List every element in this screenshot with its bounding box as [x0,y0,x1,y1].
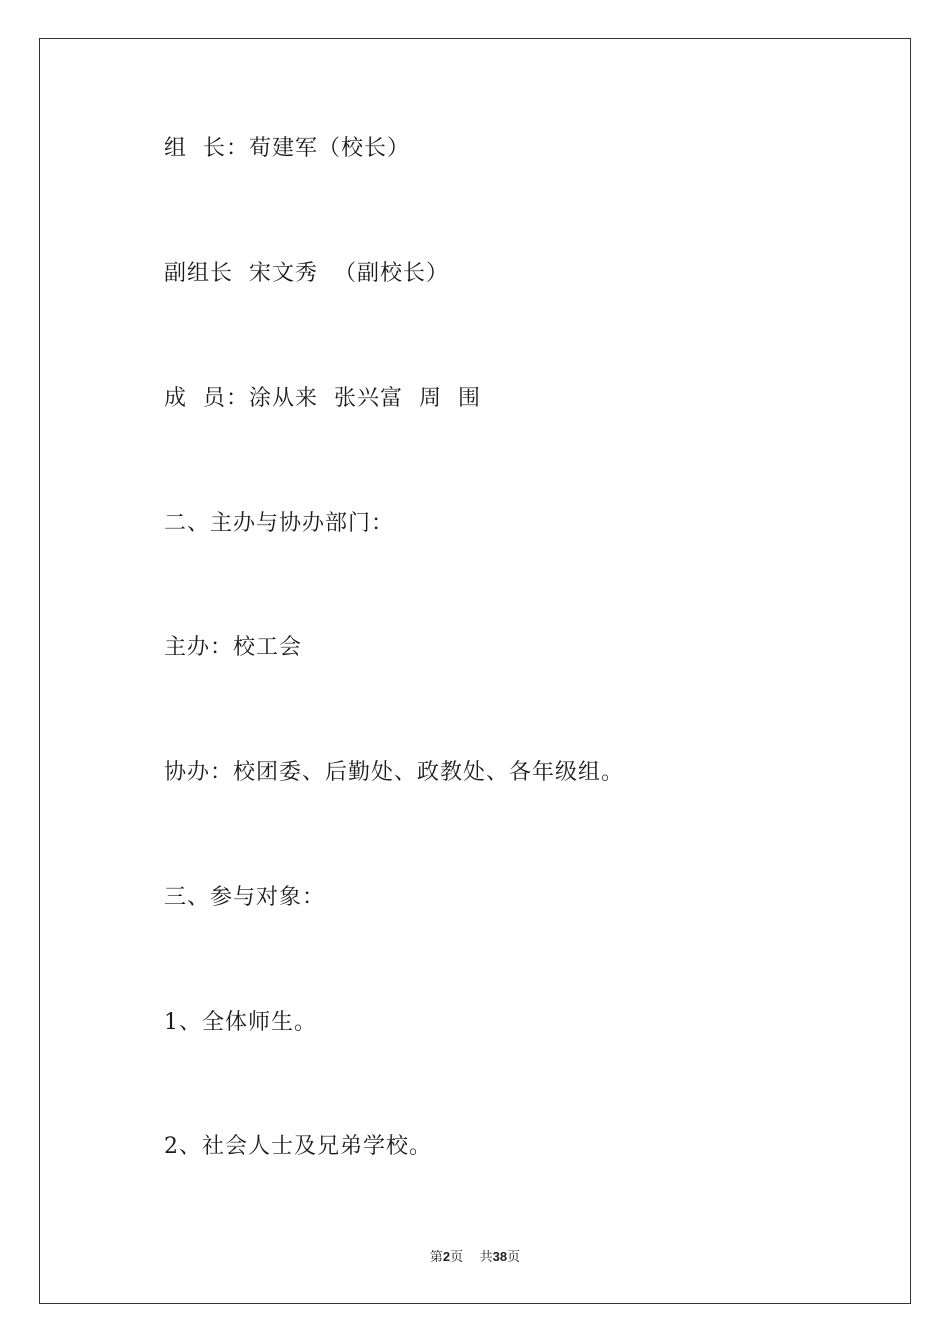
organizer-line: 主办：校工会 [164,635,303,660]
total-pages: 38 [492,1249,508,1264]
participant-item-1: 1、全体师生。 [164,1010,317,1035]
page-suffix: 页 [450,1250,464,1265]
participant-item-2: 2、社会人士及兄弟学校。 [164,1134,432,1159]
page-number: 2 [442,1249,451,1264]
page-prefix: 第 [429,1250,443,1265]
total-suffix: 页 [507,1250,521,1265]
co-organizer-line: 协办：校团委、后勤处、政教处、各年级组。 [164,760,625,785]
members-line: 成 员：涂从来 张兴富 周 围 [164,386,481,411]
leader-line: 组 长：荀建军（校长） [164,136,410,161]
page-border [39,38,911,1304]
page-footer [0,1248,950,1267]
total-prefix: 共 [479,1250,493,1265]
deputy-leader-line: 副组长 宋文秀 （副校长） [164,261,449,286]
section-heading-participants: 三、参与对象： [164,885,326,910]
section-heading-departments: 二、主办与协办部门： [164,511,395,536]
